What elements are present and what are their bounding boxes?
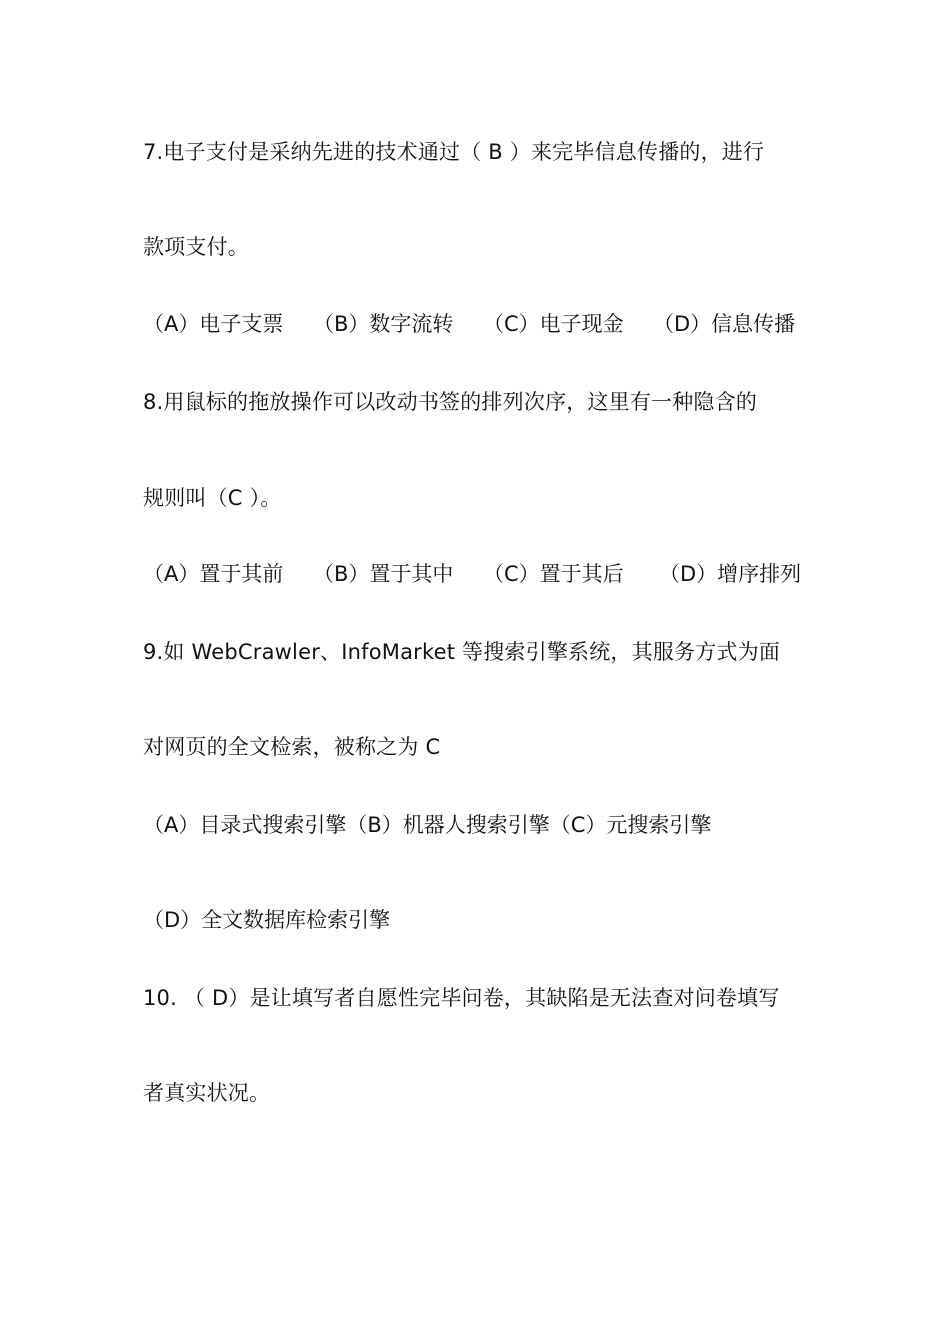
q7-option-c: （C）电子现金 — [483, 312, 624, 336]
q8-option-c: （C）置于其后 — [483, 562, 624, 586]
q8-option-d: （D）增序排列 — [659, 562, 802, 586]
q7-stem-line1: 7.电子支付是采纳先进的技术通过（ B ）来完毕信息传播的，进行 — [143, 140, 765, 164]
q7-option-b: （B）数字流转 — [313, 312, 454, 336]
q7-option-d: （D）信息传播 — [653, 312, 796, 336]
q7-stem-line2: 款项支付。 — [143, 235, 249, 259]
q9-stem-line2: 对网页的全文检索，被称之为 C — [143, 735, 441, 759]
q8-stem-line2: 规则叫（C ）。 — [143, 486, 282, 510]
q8-option-b: （B）置于其中 — [313, 562, 454, 586]
q7-option-a: （A）电子支票 — [143, 312, 284, 336]
q9-options-line1: （A）目录式搜索引擎（B）机器人搜索引擎（C）元搜索引擎 — [143, 813, 712, 837]
q10-stem-line1: 10. （ D）是让填写者自愿性完毕问卷，其缺陷是无法查对问卷填写 — [143, 986, 780, 1010]
q8-options — [143, 560, 801, 588]
q9-stem-line1: 9.如 WebCrawler、InfoMarket 等搜索引擎系统，其服务方式为面 — [143, 640, 781, 664]
q8-option-a: （A）置于其前 — [143, 562, 284, 586]
q8-stem-line1: 8.用鼠标的拖放操作可以改动书签的排列次序，这里有一种隐含的 — [143, 390, 758, 414]
q9-options-line2: （D）全文数据库检索引擎 — [143, 908, 391, 932]
q10-stem-line2: 者真实状况。 — [143, 1081, 271, 1105]
q7-options — [143, 310, 795, 338]
